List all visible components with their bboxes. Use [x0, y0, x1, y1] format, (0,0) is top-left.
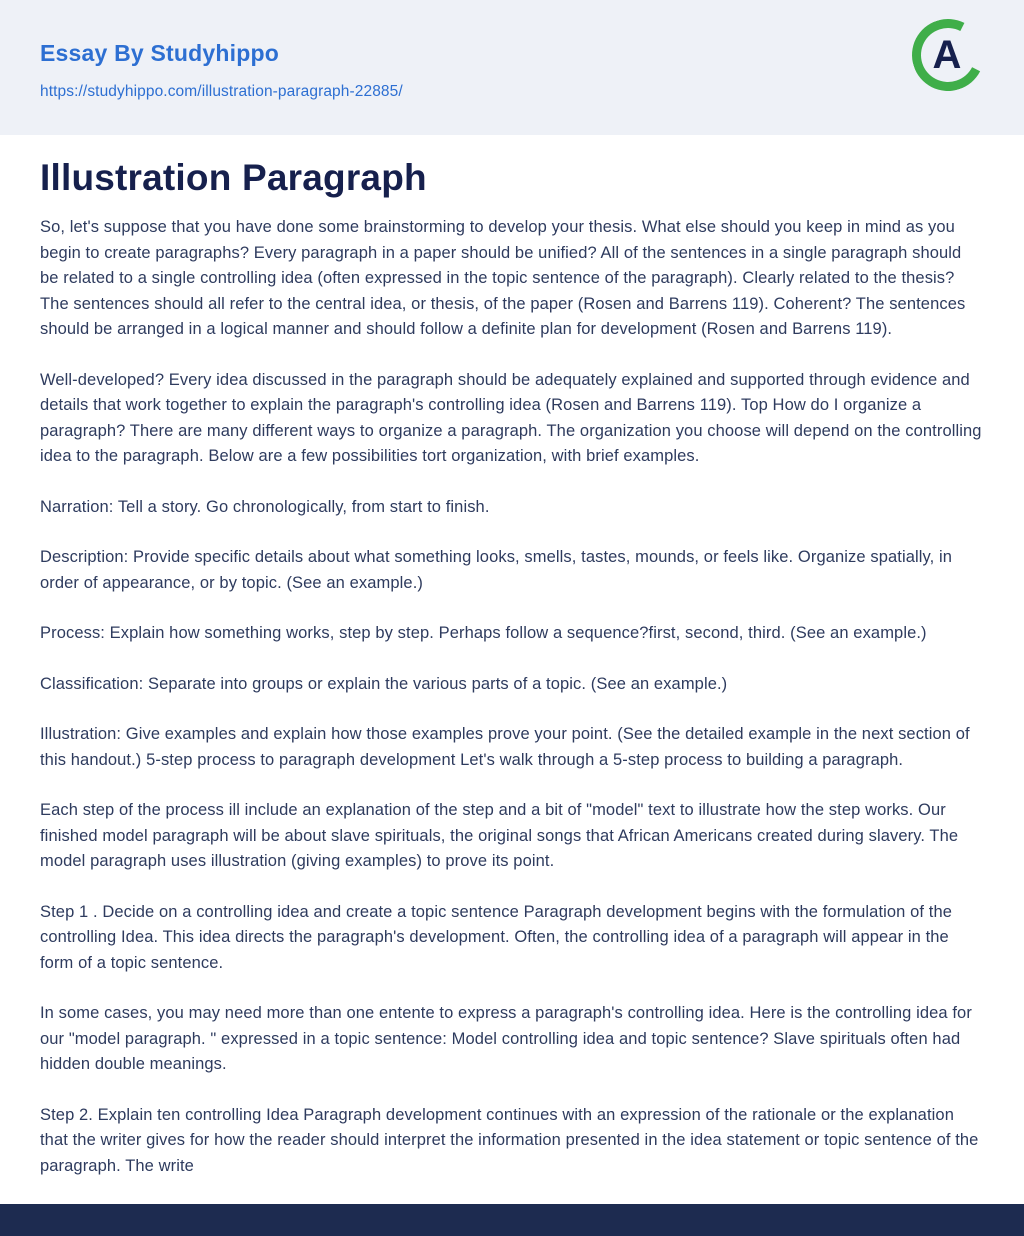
paragraph: Process: Explain how something works, step by step. Perhaps follow a sequence?first, second, third. (See an example.) [40, 624, 927, 642]
paragraph: Illustration: Give examples and explain how those examples prove your point. (See the detailed example in the next section of this handout.) 5-step process to paragraph development Let's walk through a 5-step process to building a paragraph. [40, 725, 970, 769]
paragraph: Description: Provide specific details about what something looks, smells, tastes, mounds, or feels like. Organize spatially, in order of appearance, or by topic. (See an example.) [40, 548, 953, 592]
page-title: Illustration Paragraph [40, 157, 427, 198]
page-header [0, 0, 1024, 135]
paragraph: Well-developed? Every idea discussed in the paragraph should be adequately explained and supported through evidence and details that work together to explain the paragraph's controlling idea (Rosen and Barrens 119). Top How do I organize a paragraph? There are many different ways to organize a paragraph. The organization you choose will depend on the controlling idea to the paragraph. Below are a few possibilities tort organization, with brief examples. [40, 370, 982, 465]
article-body [0, 135, 1024, 1204]
footer-bar [0, 1204, 1024, 1236]
paragraph: Classification: Separate into groups or explain the various parts of a topic. (See an example.) [40, 674, 728, 693]
site-title-link[interactable]: Essay By Studyhippo [40, 40, 279, 66]
paragraph: In some cases, you may need more than one entente to express a paragraph's controlling idea. Here is the controlling idea for our "model paragraph. " expressed in a topic sentence: Model controlling idea and topic sentence? Slave spirituals often had hidden double meanings. [40, 1004, 972, 1073]
paragraph: Step 2. Explain ten controlling Idea Paragraph development continues with an expression of the rationale or the explanation that the writer gives for how the reader should interpret the information presented in the idea statement or topic sentence of the paragraph. The write [40, 1105, 979, 1175]
paragraph: So, let's suppose that you have done some brainstorming to develop your thesis. What else should you keep in mind as you begin to create paragraphs? Every paragraph in a paper should be unified? All of the sentences in a single paragraph should be related to a single controlling idea (often expressed in the topic sentence of the paragraph). Clearly related to the thesis? The sentences should all refer to the central idea, or thesis, of the paper (Rosen and Barrens 119). Coherent? The sentences should be arranged in a logical manner and should follow a definite plan for development (Rosen and Barrens 119). [40, 218, 966, 338]
studyhippo-logo [912, 19, 984, 91]
paragraph: Step 1 . Decide on a controlling idea and create a topic sentence Paragraph development begins with the formulation of the controlling Idea. This idea directs the paragraph's development. Often, the controlling idea of a paragraph will appear in the form of a topic sentence. [40, 902, 953, 972]
logo-letter: A [932, 32, 962, 77]
source-url-link[interactable]: https://studyhippo.com/illustration-paragraph-22885/ [40, 83, 403, 100]
paragraph: Narration: Tell a story. Go chronologically, from start to finish. [40, 497, 490, 516]
paragraph: Each step of the process ill include an explanation of the step and a bit of "model" text to illustrate how the step works. Our finished model paragraph will be about slave spirituals, the original songs that African Americans created during slavery. The model paragraph uses illustration (giving examples) to prove its point. [40, 801, 959, 870]
